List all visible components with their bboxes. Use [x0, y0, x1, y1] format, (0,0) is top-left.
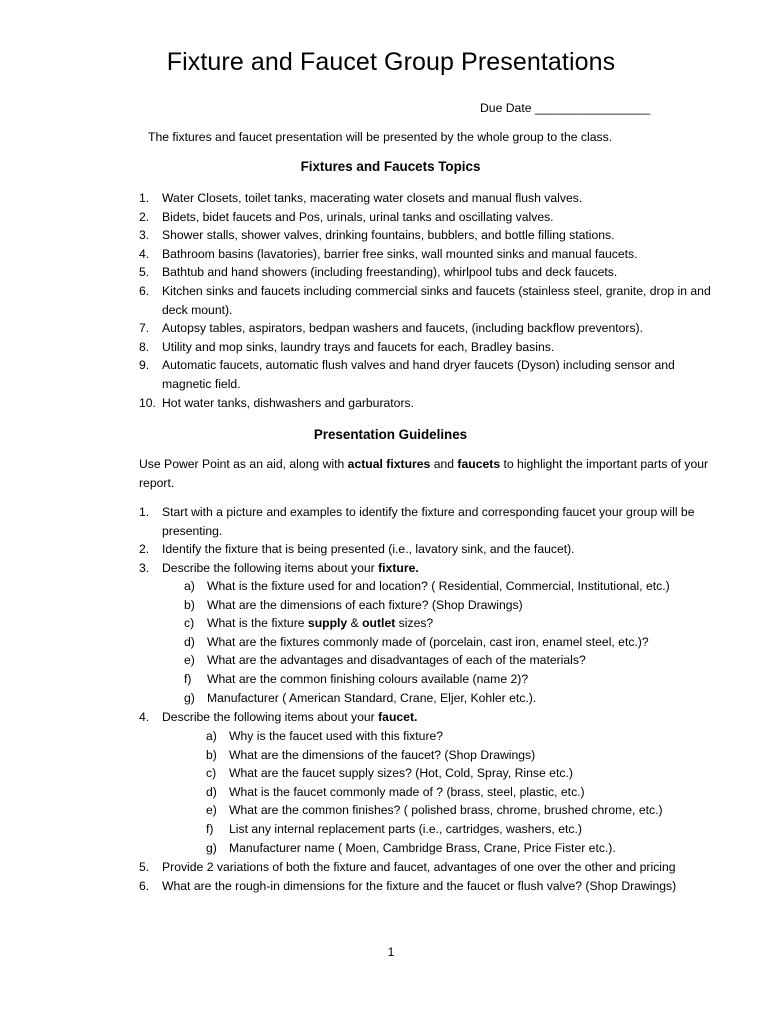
sub-item — [139, 783, 724, 802]
sub-letter: g) — [184, 690, 195, 705]
sub-text: What is the fixture used for and location? ( Residential, Commercial, Institutional, etc.) — [207, 579, 670, 593]
step-bold: faucet. — [378, 710, 418, 724]
step-number: 3. — [139, 560, 150, 575]
step-item — [139, 503, 724, 540]
sub-letter: f) — [184, 671, 192, 686]
topic-item — [139, 208, 719, 227]
step-item — [139, 559, 724, 578]
topic-text: Hot water tanks, dishwashers and garburators. — [162, 395, 414, 410]
sub-letter: e) — [184, 653, 195, 668]
sub-text: Manufacturer ( American Standard, Crane, Eljer, Kohler etc.). — [207, 690, 537, 705]
sub-item — [139, 764, 724, 783]
sub-letter: b) — [206, 747, 217, 762]
topic-text: Bidets, bidet faucets and Pos, urinals, urinal tanks and oscillating valves. — [162, 209, 554, 224]
sub-text: sizes? — [395, 616, 434, 631]
sub-item — [139, 670, 724, 689]
sub-item — [139, 689, 724, 708]
topic-item — [139, 263, 719, 282]
step-number: 2. — [139, 542, 150, 557]
sub-text: What is the fixture — [207, 616, 308, 631]
sub-letter: a) — [206, 729, 217, 743]
sub-item — [139, 839, 724, 858]
sub-letter: d) — [184, 634, 195, 649]
topic-number: 10. — [139, 395, 156, 410]
sub-text: What are the advantages and disadvantages of each of the materials? — [207, 653, 586, 668]
sub-text: What are the common finishing colours available (name 2)? — [207, 671, 529, 686]
topics-list — [139, 189, 719, 412]
sub-item — [139, 820, 724, 839]
due-date-line: Due Date _________________ — [480, 101, 651, 115]
topic-item — [139, 226, 719, 245]
faucet-sub-list — [139, 727, 724, 857]
sub-item — [139, 746, 724, 765]
topic-number: 7. — [139, 321, 150, 336]
topic-text: Autopsy tables, aspirators, bedpan washers and faucets, (including backflow preventors). — [162, 321, 643, 336]
sub-letter: c) — [184, 616, 195, 631]
sub-item — [139, 651, 724, 670]
sub-text: What are the dimensions of each fixture? (Shop Drawings) — [207, 597, 523, 612]
guidelines-intro-text: and — [430, 457, 458, 471]
step-item — [139, 877, 724, 896]
step-text: Start with a picture and examples to identify the fixture and corresponding faucet your group will be presenting. — [162, 505, 695, 538]
step-item — [139, 540, 724, 559]
sub-letter: f) — [206, 821, 214, 836]
sub-text: Why is the faucet used with this fixture? — [229, 729, 444, 743]
step-item — [139, 858, 724, 877]
step-number: 6. — [139, 878, 150, 893]
intro-paragraph: The fixtures and faucet presentation will be presented by the whole group to the class. — [148, 130, 613, 144]
guidelines-steps-cont — [139, 708, 724, 727]
sub-letter: d) — [206, 784, 217, 799]
guidelines-intro-text: to highlight the important parts of your report. — [139, 457, 709, 490]
sub-bold: outlet — [362, 616, 396, 631]
guidelines-intro-text: Use Power Point as an aid, along with — [139, 457, 348, 471]
step-bold: fixture. — [378, 560, 419, 575]
topic-item — [139, 319, 719, 338]
topic-item — [139, 189, 719, 208]
topic-number: 3. — [139, 228, 150, 243]
topic-text: Kitchen sinks and faucets including commercial sinks and faucets (stainless steel, granite, drop in and deck mount). — [162, 283, 711, 317]
sub-text: What are the common finishes? ( polished brass, chrome, brushed chrome, etc.) — [229, 803, 663, 818]
step-number: 1. — [139, 505, 150, 519]
guidelines-intro — [139, 455, 719, 492]
step-item — [139, 708, 724, 727]
sub-letter: g) — [206, 840, 217, 855]
sub-text: What are the faucet supply sizes? (Hot, Cold, Spray, Rinse etc.) — [229, 766, 573, 781]
sub-item — [139, 577, 724, 596]
sub-item — [139, 727, 724, 746]
topic-item — [139, 282, 719, 319]
step-number: 4. — [139, 710, 150, 724]
topic-text: Utility and mop sinks, laundry trays and faucets for each, Bradley basins. — [162, 339, 555, 354]
topic-item — [139, 356, 719, 393]
sub-item — [139, 596, 724, 615]
guidelines-intro-bold: faucets — [457, 457, 501, 471]
topic-item — [139, 338, 719, 357]
step-text: Describe the following items about your — [162, 710, 379, 724]
step-text: What are the rough-in dimensions for the fixture and the faucet or flush valve? (Shop Drawings) — [162, 878, 677, 893]
sub-text: Manufacturer name ( Moen, Cambridge Brass, Crane, Price Fister etc.). — [229, 840, 616, 855]
topic-number: 1. — [139, 191, 150, 205]
topics-heading: Fixtures and Faucets Topics — [300, 159, 481, 174]
topic-text: Shower stalls, shower valves, drinking fountains, bubblers, and bottle filling stations. — [162, 228, 615, 243]
sub-item — [139, 633, 724, 652]
topic-text: Water Closets, toilet tanks, macerating water closets and manual flush valves. — [162, 191, 583, 205]
topic-number: 5. — [139, 265, 150, 280]
guidelines-steps — [139, 503, 724, 577]
sub-text: What are the dimensions of the faucet? (Shop Drawings) — [229, 747, 536, 762]
topic-text: Bathroom basins (lavatories), barrier free sinks, wall mounted sinks and manual faucets. — [162, 246, 638, 261]
guidelines-steps-end — [139, 858, 724, 895]
sub-text: List any internal replacement parts (i.e., cartridges, washers, etc.) — [229, 821, 582, 836]
topic-number: 9. — [139, 358, 150, 373]
topic-number: 2. — [139, 209, 150, 224]
sub-text: & — [347, 616, 363, 631]
step-number: 5. — [139, 860, 150, 874]
step-text: Provide 2 variations of both the fixture and faucet, advantages of one over the other and pricing — [162, 860, 676, 874]
sub-letter: b) — [184, 597, 195, 612]
step-text: Identify the fixture that is being presented (i.e., lavatory sink, and the faucet). — [162, 542, 575, 557]
sub-text: What are the fixtures commonly made of (porcelain, cast iron, enamel steel, etc.)? — [207, 634, 649, 649]
topic-number: 8. — [139, 339, 150, 354]
topic-item — [139, 394, 719, 413]
topic-item — [139, 245, 719, 264]
sub-item — [139, 614, 724, 633]
guidelines-heading: Presentation Guidelines — [313, 427, 468, 442]
topic-number: 4. — [139, 246, 150, 261]
fixture-sub-list — [139, 577, 724, 707]
guidelines-intro-bold: actual fixtures — [347, 457, 431, 471]
page-number: 1 — [387, 945, 395, 959]
sub-bold: supply — [307, 616, 348, 631]
sub-letter: e) — [206, 803, 217, 818]
sub-item — [139, 801, 724, 820]
sub-letter: c) — [206, 766, 217, 781]
page-title: Fixture and Faucet Group Presentations — [166, 48, 616, 76]
sub-letter: a) — [184, 579, 195, 593]
topic-text: Bathtub and hand showers (including freestanding), whirlpool tubs and deck faucets. — [162, 265, 618, 280]
step-text: Describe the following items about your — [162, 560, 379, 575]
topic-number: 6. — [139, 283, 150, 298]
sub-text: What is the faucet commonly made of ? (brass, steel, plastic, etc.) — [229, 784, 585, 799]
topic-text: Automatic faucets, automatic flush valves and hand dryer faucets (Dyson) including sensor and magnetic field. — [162, 358, 675, 391]
